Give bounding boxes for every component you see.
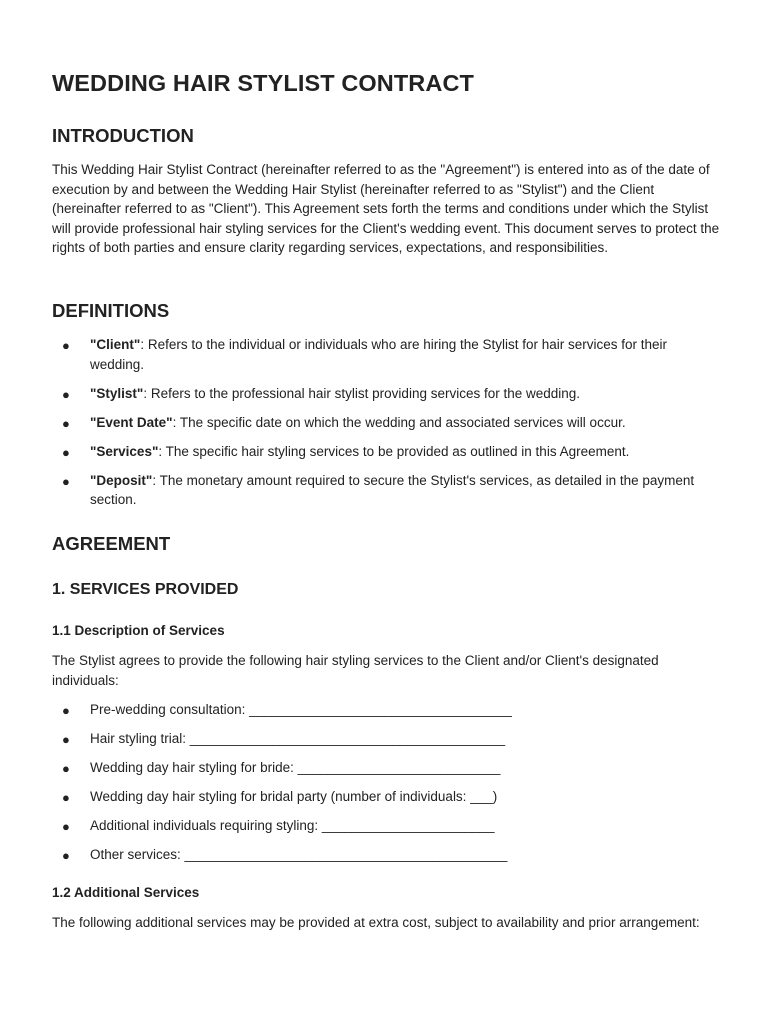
definition-term: "Client" [90,337,141,352]
definition-item-client [52,335,720,374]
bullet-icon: ● [62,415,70,431]
additional-services-text: The following additional services may be provided at extra cost, subject to availability and prior arrangement: [52,915,700,930]
definition-item-services [52,442,720,462]
definitions-list [52,335,720,519]
subsection-description-heading: 1.1 Description of Services [52,623,225,638]
agreement-heading: AGREEMENT [52,533,171,554]
definition-item-event-date [52,413,720,433]
definition-text: : The specific hair styling services to be provided as outlined in this Agreement. [158,443,630,459]
service-item: ● Wedding day hair styling for bridal party (number of individuals: ___) [52,787,720,807]
bullet-icon: ● [62,444,70,460]
bullet-icon: ● [62,760,70,776]
services-list [52,700,720,874]
document-title: WEDDING HAIR STYLIST CONTRACT [52,70,474,96]
definition-text: : The monetary amount required to secure the Stylist's services, as detailed in the payment section. [90,472,695,508]
introduction-heading: INTRODUCTION [52,125,194,146]
bullet-icon: ● [62,847,70,863]
service-item: ● Hair styling trial: __________________________________________ [52,729,720,749]
definition-text: : Refers to the professional hair stylist providing services for the wedding. [143,385,581,401]
definition-term: "Event Date" [90,414,173,430]
definition-item-deposit [52,471,720,510]
introduction-text: This Wedding Hair Stylist Contract (hereinafter referred to as the "Agreement") is entered into as of the date of execution by and between the Wedding Hair Stylist (hereinafter referred to as "Stylist") and the Client (hereinafter referred to as "Client"). This Agreement sets forth the terms and conditions under which the Stylist will provide professional hair styling services for the Client's wedding event. This document serves to protect the rights of both parties and ensure clarity regarding services, expectations, and responsibilities. [52,162,720,256]
service-item: ● Pre-wedding consultation: ___________________________________ [52,700,720,720]
definition-item-stylist [52,384,720,404]
section-services-heading: 1. SERVICES PROVIDED [52,581,239,598]
definition-term: "Stylist" [90,385,144,401]
service-item: ● Additional individuals requiring styling: _______________________ [52,816,720,836]
bullet-icon: ● [62,473,70,489]
definition-text: : Refers to the individual or individuals who are hiring the Stylist for hair services for their wedding. [90,337,668,372]
definition-term: "Services" [90,443,159,459]
bullet-icon: ● [62,818,70,834]
bullet-icon: ● [62,338,70,353]
subsection-additional-heading: 1.2 Additional Services [52,885,200,900]
services-intro-text: The Stylist agrees to provide the following hair styling services to the Client and/or Client's designated individuals: [52,653,659,688]
definitions-heading: DEFINITIONS [52,300,170,321]
definition-text: : The specific date on which the wedding and associated services will occur. [172,414,626,430]
bullet-icon: ● [62,731,70,747]
bullet-icon: ● [62,789,70,805]
bullet-icon: ● [62,386,70,402]
bullet-icon: ● [62,703,70,718]
service-item: ● Other services: ___________________________________________ [52,845,720,865]
service-item: ● Wedding day hair styling for bride: ___________________________ [52,758,720,778]
definition-term: "Deposit" [90,472,153,488]
